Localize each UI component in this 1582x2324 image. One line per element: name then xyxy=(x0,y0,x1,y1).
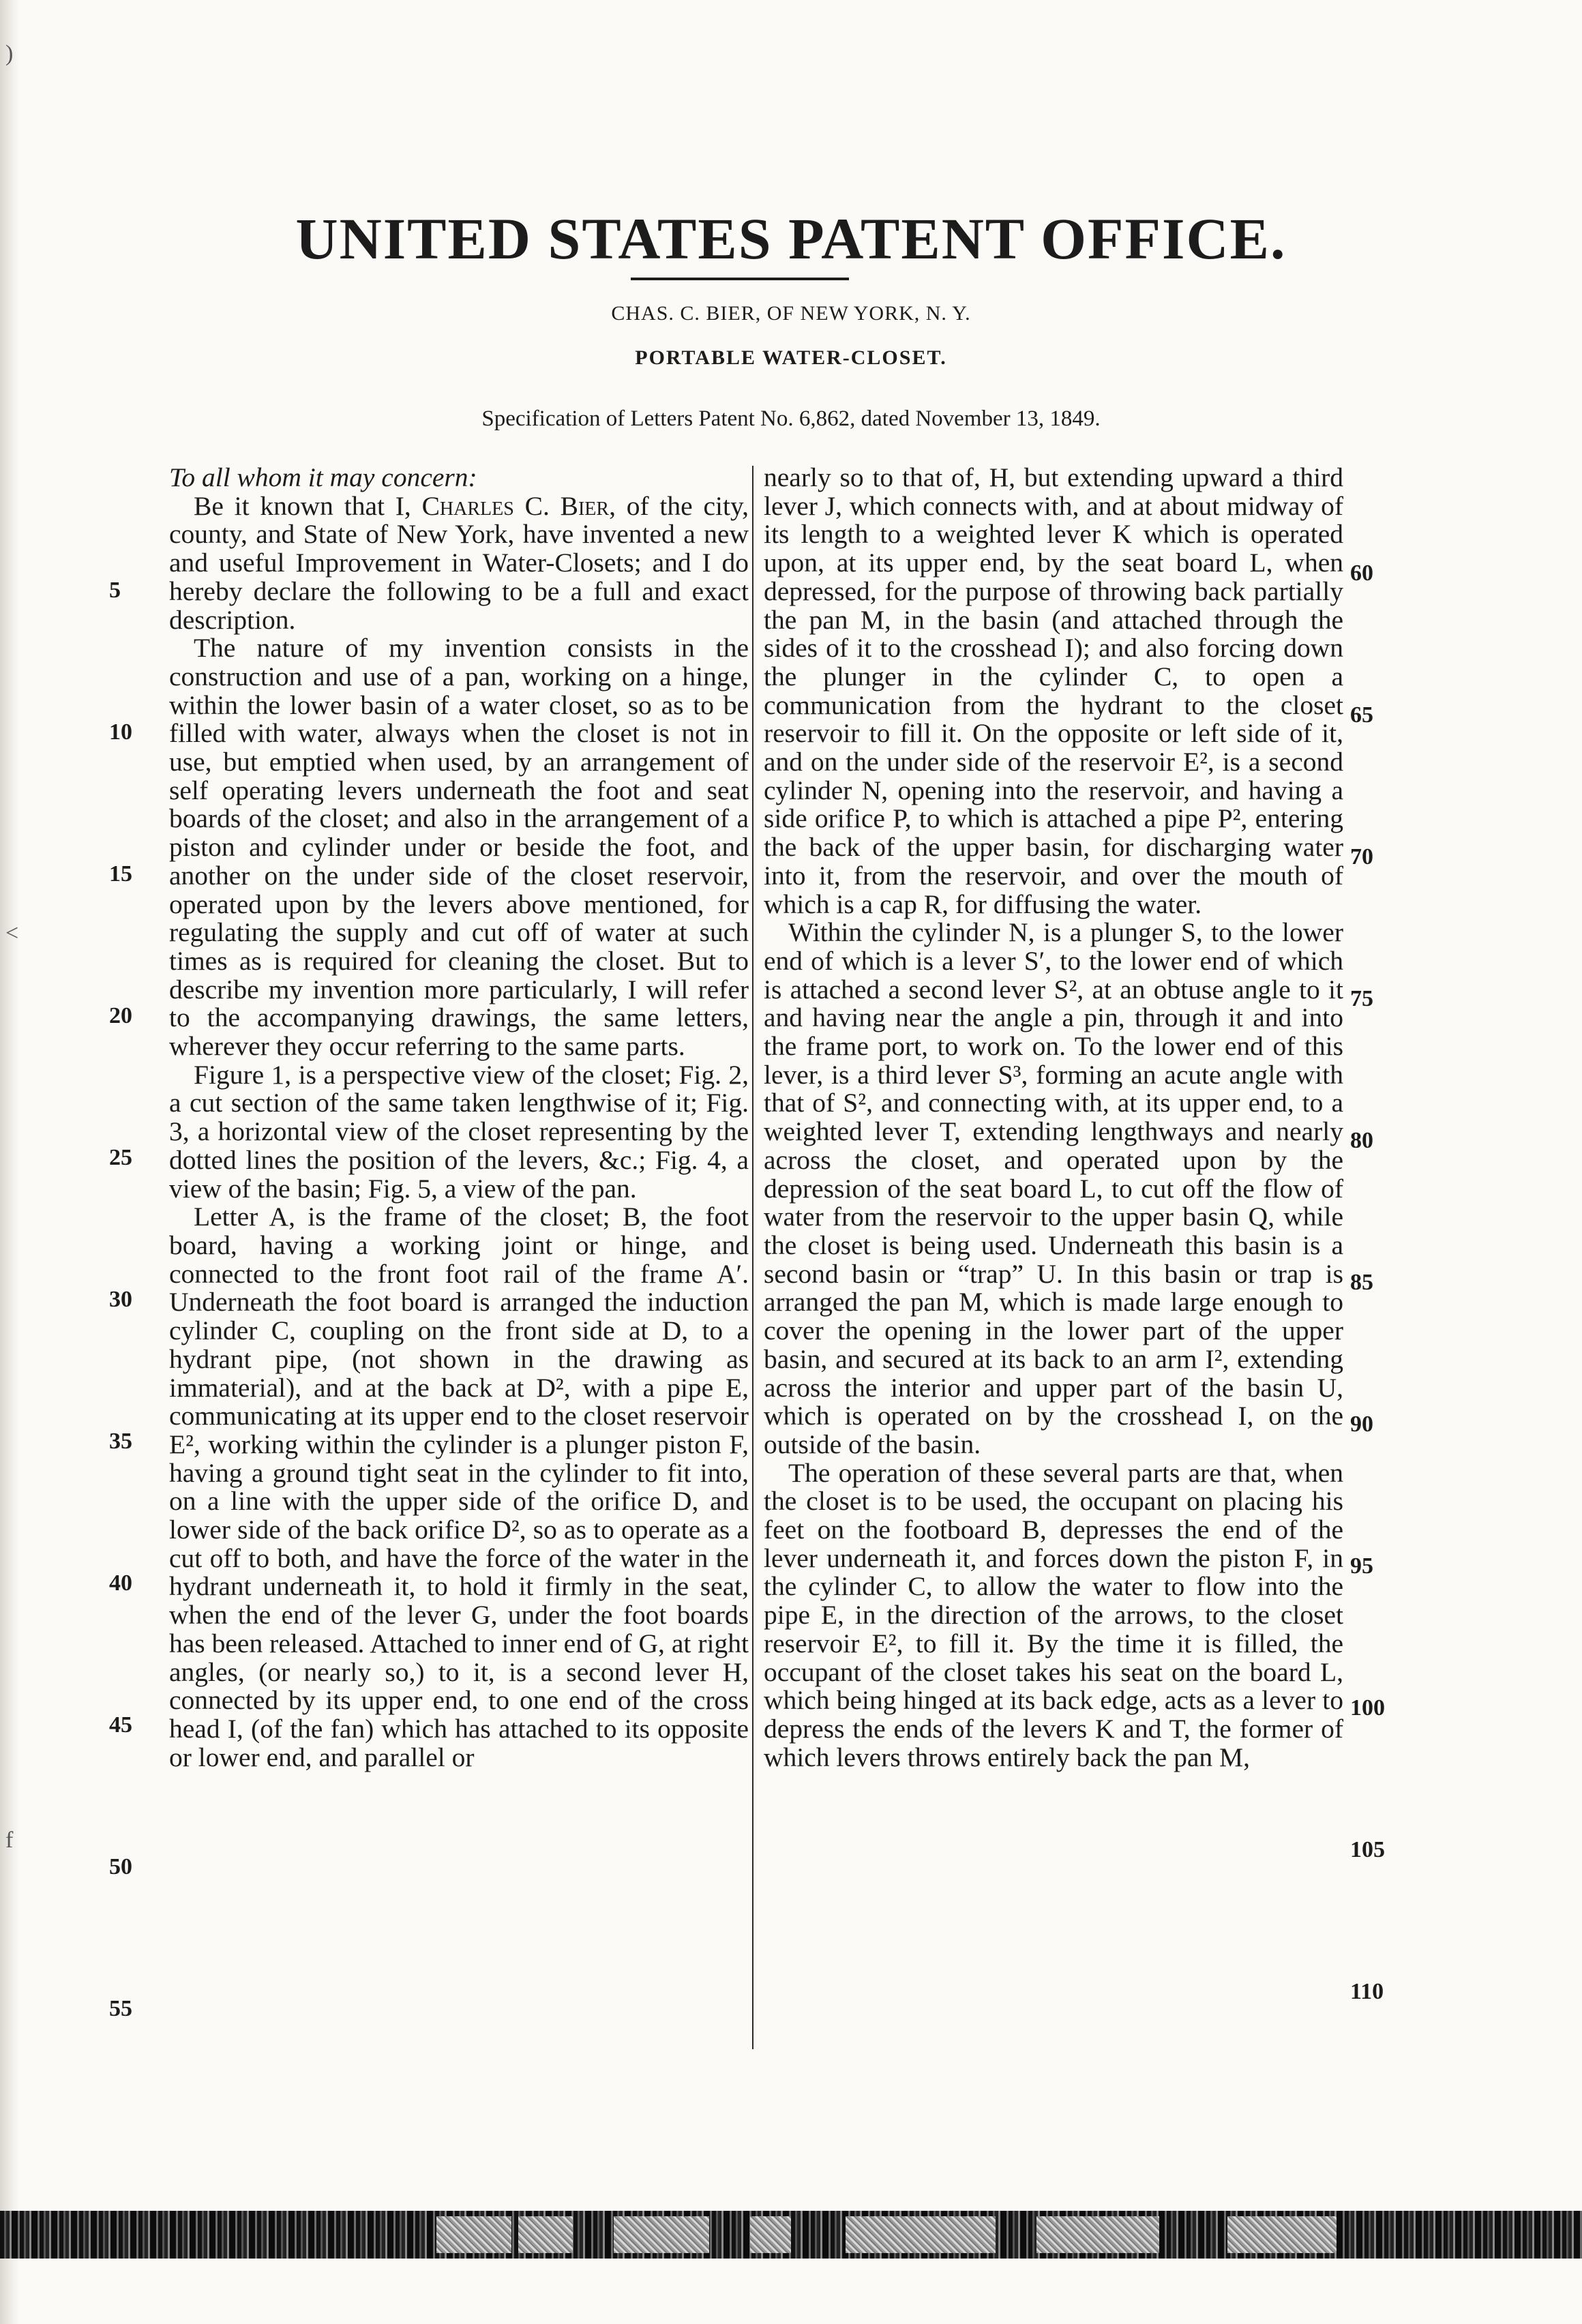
right-text-column xyxy=(764,464,1343,1772)
line-number: 80 xyxy=(1350,1128,1373,1153)
line-number: 85 xyxy=(1350,1270,1373,1295)
left-text-column xyxy=(169,464,749,1772)
line-number: 20 xyxy=(109,1003,132,1028)
paragraph: Figure 1, is a perspective view of the closet; Fig. 2, a cut section of the same taken lengthwise of it; Fig. 3, a horizontal view of the closet representing by the dotted lines the position of the levers, &c.; Fig. 4, a view of the basin; Fig. 5, a view of the pan. xyxy=(169,1059,749,1204)
paragraph: nearly so to that of, H, but extending upward a third lever J, which connects with, and at about midway of its length to a weighted lever K which is operated upon, at its upper end, by the seat board L, when depressed, for the purpose of throwing back partially the pan M, in the basin (and attached through the sides of it to the crosshead I); and also forcing down the plunger in the cylinder C, to open a communication from the hydrant to the closet reservoir to fill it. On the opposite or left side of it, and on the under side of the reservoir E², is a second cylinder N, opening into the reservoir, and having a side orifice P, to which is attached a pipe P², entering the back of the upper basin, for discharging water into it, from the reservoir, and over the mouth of which is a cap R, for diffusing the water. xyxy=(764,462,1343,919)
scan-noise xyxy=(518,2216,573,2253)
paragraph: Within the cylinder N, is a plunger S, to the lower end of which is a lever S′, to the lower end of which is attached a second lever S², at an obtuse angle to it and having near the angle a pin, through it and into the frame port, to work on. To the lower end of this lever, is a third lever S³, forming an acute angle with that of S², and connecting with, at its upper end, to a weighted lever T, extending lengthways and nearly across the closet, and operated upon by the depression of the seat board L, to cut off the flow of water from the reservoir to the upper basin Q, while the closet is being used. Underneath this basin is a second basin or “trap” U. In this basin or trap is arranged the pan M, which is made large enough to cover the opening in the lower part of the upper basin, and secured at its back to an arm I², extending across the interior and upper part of the basin U, which is operated on by the crosshead I, on the outside of the basin. xyxy=(764,917,1343,1459)
paragraph-text: , of the city, county, and State of New York, have invented a new and useful Improvement in Water-Closets; and I do hereby declare the following to be a full and exact description. xyxy=(169,490,749,635)
line-number: 95 xyxy=(1350,1553,1373,1579)
heading-rule xyxy=(631,278,849,280)
salutation: To all whom it may concern: xyxy=(169,462,477,492)
scan-noise xyxy=(1036,2216,1159,2253)
paragraph: The nature of my invention consists in the construction and use of a pan, working on a hinge, within the lower basin of a water closet, so as to be filled with water, always when the closet is not in use, but emptied when used, by an arrangement of self operating levers underneath the foot and seat boards of the closet; and also in the arrangement of a piston and cylinder under or beside the foot, and another on the under side of the closet reservoir, operated upon by the levers above mentioned, for regulating the supply and cut off of water at such times as is required for cleaning the closet. But to describe my invention more particularly, I will refer to the accompanying drawings, the same letters, wherever they occur referring to the same parts. xyxy=(169,633,749,1062)
invention-title: PORTABLE WATER-CLOSET. xyxy=(635,346,947,369)
line-number: 55 xyxy=(109,1996,132,2021)
paragraph-text: Be it known that I, xyxy=(194,490,422,521)
line-number: 30 xyxy=(109,1287,132,1312)
scan-margin-mark: f xyxy=(5,1828,14,1853)
line-number: 90 xyxy=(1350,1412,1373,1437)
scan-noise xyxy=(846,2216,996,2253)
line-number: 65 xyxy=(1350,702,1373,728)
inventor-line: CHAS. C. BIER, OF NEW YORK, N. Y. xyxy=(611,302,971,325)
line-number: 110 xyxy=(1350,1979,1384,2004)
line-number: 5 xyxy=(109,578,121,603)
paragraph: Letter A, is the frame of the closet; B, the foot board, having a working joint or hinge, and connected to the front foot rail of the frame A′. Underneath the foot board is arranged the induction cylinder C, coupling on the front side at D, to a hydrant pipe, (not shown in the drawing as immaterial), and at the back at D², with a pipe E, communicating at its upper end to the closet reservoir E², working within the cylinder is a plunger piston F, having a ground tight seat in the cylinder to fit into, on a line with the upper side of the orifice D, and lower side of the back orifice D², so as to operate as a cut off to both, and have the force of the water in the hydrant underneath it, to hold it firmly in the seat, when the end of the lever G, under the foot boards has been released. Attached to inner end of G, at right angles, (or nearly so,) to it, is a second lever H, connected by its upper end, to one end of the cross head I, (of the fan) which has attached to its opposite or lower end, and parallel or xyxy=(169,1202,749,1772)
line-number: 100 xyxy=(1350,1695,1385,1720)
scan-artifact-band xyxy=(0,2211,1582,2259)
scan-margin-mark: < xyxy=(5,921,19,946)
scan-noise xyxy=(750,2216,791,2253)
line-number: 25 xyxy=(109,1145,132,1170)
line-number: 75 xyxy=(1350,986,1373,1011)
line-number: 60 xyxy=(1350,561,1373,586)
paragraph xyxy=(169,492,749,635)
line-number: 40 xyxy=(109,1570,132,1596)
scan-margin-mark: ) xyxy=(5,41,14,66)
scan-noise xyxy=(614,2216,709,2253)
line-number: 70 xyxy=(1350,844,1373,869)
scan-noise xyxy=(436,2216,511,2253)
line-number: 10 xyxy=(109,719,132,745)
office-heading: UNITED STATES PATENT OFFICE. xyxy=(295,206,1287,271)
line-number: 105 xyxy=(1350,1837,1385,1862)
line-number: 35 xyxy=(109,1429,132,1454)
line-number: 45 xyxy=(109,1712,132,1738)
line-number: 15 xyxy=(109,861,132,887)
column-divider xyxy=(752,466,753,2049)
inventor-name: Charles C. Bier xyxy=(421,490,610,521)
paragraph: The operation of these several parts are that, when the closet is to be used, the occupant on placing his feet on the footboard B, depresses the end of the lever underneath it, and forces down the piston F, in the cylinder C, to allow the water to flow into the pipe E, in the direction of the arrows, to the closet reservoir E², to fill it. By the time it is filled, the occupant of the closet takes his seat on the board L, which being hinged at its back edge, acts as a lever to depress the ends of the levers K and T, the former of which levers throws entirely back the pan M, xyxy=(764,1457,1343,1772)
scan-noise xyxy=(1227,2216,1337,2253)
specification-line: Specification of Letters Patent No. 6,862, dated November 13, 1849. xyxy=(481,406,1101,431)
line-number: 50 xyxy=(109,1854,132,1879)
